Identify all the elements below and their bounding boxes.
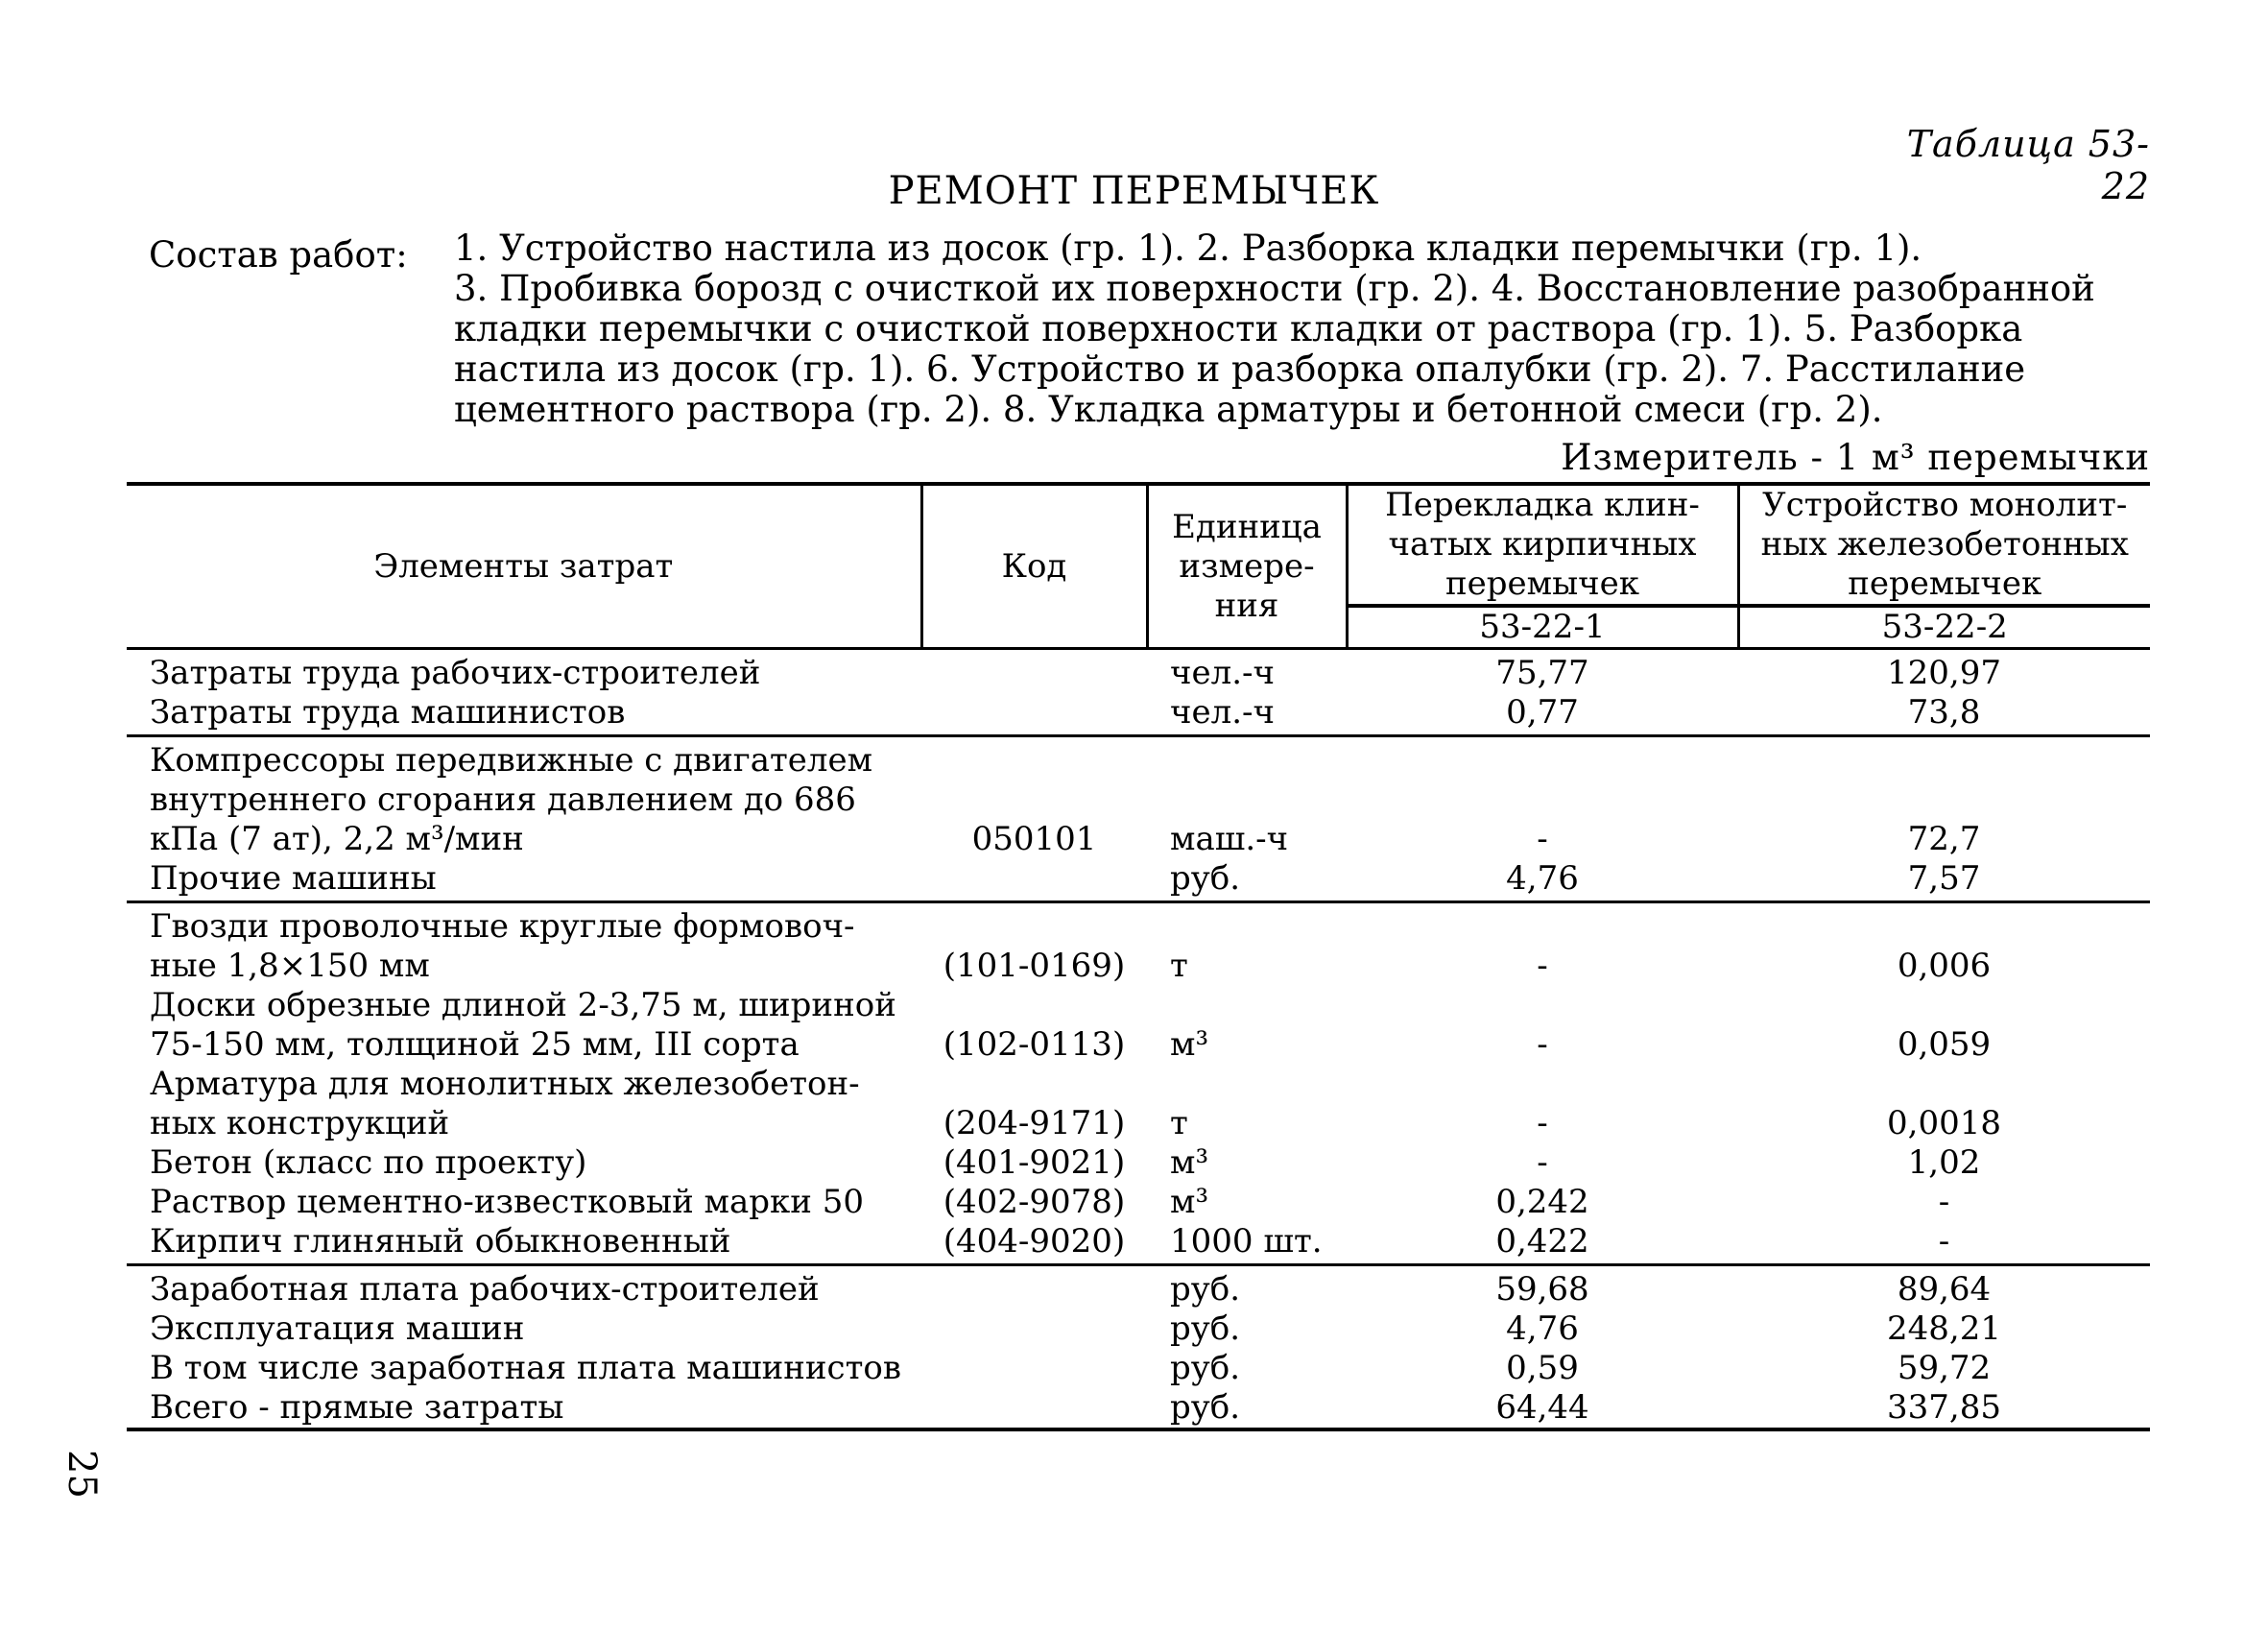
- row-code: (102-0113): [943, 1025, 1126, 1064]
- row-name: Затраты труда машинистов: [127, 693, 921, 736]
- work-composition-line: цементного раствора (гр. 2). 8. Укладка арматуры и бетонной смеси (гр. 2).: [454, 389, 1883, 430]
- work-composition-text: [454, 228, 2172, 430]
- row-unit: чел.-ч: [1147, 693, 1347, 736]
- row-unit: 1000 шт.: [1147, 1222, 1347, 1265]
- row-value-1: 59,68: [1495, 1270, 1589, 1309]
- row-value-2: 0,059: [1897, 1025, 1992, 1064]
- row-value-2: -: [1738, 1222, 2150, 1265]
- header-col2: Устройство монолит- ных железобетонных перемычек: [1738, 484, 2150, 606]
- row-unit: м³: [1170, 1143, 1209, 1182]
- row-code: (402-9078): [943, 1183, 1126, 1221]
- work-composition-line: настила из досок (гр. 1). 6. Устройство и разборка опалубки (гр. 2). 7. Расстилание: [454, 348, 2026, 390]
- row-name: В том числе заработная плата машинистов: [150, 1349, 902, 1387]
- row-code: (204-9171): [943, 1104, 1126, 1142]
- row-unit: руб.: [1170, 1309, 1241, 1348]
- row-value-2: 7,57: [1738, 859, 2150, 902]
- row-value-1: 0,242: [1495, 1183, 1589, 1221]
- row-value-1: 0,77: [1347, 693, 1738, 736]
- row-value-1: -: [1537, 1143, 1548, 1182]
- header-col2-code: 53-22-2: [1738, 606, 2150, 649]
- header-code: Код: [921, 484, 1147, 649]
- row-value-1: -: [1537, 947, 1548, 985]
- work-composition-line: кладки перемычки с очисткой поверхности кладки от раствора (гр. 1). 5. Разборка: [454, 308, 2023, 349]
- row-name: Прочие машины: [127, 859, 921, 902]
- page-title: РЕМОНТ ПЕРЕМЫЧЕК: [888, 169, 1380, 213]
- row-code: (404-9020): [921, 1222, 1147, 1265]
- row-value-2: 72,7: [1907, 820, 1981, 858]
- cost-table: [127, 482, 2150, 1431]
- row-unit: т: [1170, 1104, 1188, 1142]
- row-value-2: 1,02: [1907, 1143, 1981, 1182]
- row-unit: руб.: [1170, 1270, 1241, 1309]
- work-composition-line: 1. Устройство настила из досок (гр. 1). 2. Разборка кладки перемычки (гр. 1).: [454, 228, 1922, 269]
- row-code: 050101: [971, 820, 1097, 858]
- row-name: Всего - прямые затраты: [127, 1388, 921, 1429]
- row-value-2: 120,97: [1887, 654, 2001, 692]
- row-value-1: 4,76: [1347, 859, 1738, 902]
- row-name: Заработная плата рабочих-строителей: [150, 1270, 820, 1309]
- row-code: [921, 1265, 1147, 1310]
- row-value-1: -: [1537, 1025, 1548, 1064]
- row-name: Бетон (класс по проекту): [150, 1143, 587, 1182]
- row-unit: м³: [1170, 1183, 1209, 1221]
- row-value-2: 89,64: [1897, 1270, 1992, 1309]
- row-value-2: 337,85: [1738, 1388, 2150, 1429]
- row-unit: м³: [1170, 1025, 1209, 1064]
- table-number: Таблица 53-22: [1906, 123, 2150, 207]
- header-col1-code: 53-22-1: [1347, 606, 1738, 649]
- row-value-1: 64,44: [1347, 1388, 1738, 1429]
- work-composition-line: 3. Пробивка борозд с очисткой их поверхности (гр. 2). 4. Восстановление разобранной: [454, 268, 2095, 309]
- row-code: [921, 649, 1147, 694]
- row-name: Гвозди проволочные круглые формовоч- ные 1,8×150 мм: [150, 907, 855, 985]
- row-unit: руб.: [1147, 859, 1347, 902]
- row-value-2: 0,006: [1897, 947, 1992, 985]
- row-value-2: 59,72: [1897, 1349, 1992, 1387]
- row-name: Раствор цементно-известковый марки 50: [150, 1183, 864, 1221]
- row-value-2: -: [1938, 1183, 1950, 1221]
- row-value-1: -: [1537, 820, 1548, 858]
- row-code: [921, 1388, 1147, 1429]
- row-name: Эксплуатация машин: [150, 1309, 525, 1348]
- row-code: [921, 1309, 1147, 1349]
- row-value-2: 0,0018: [1887, 1104, 2001, 1142]
- row-value-1: 0,422: [1347, 1222, 1738, 1265]
- row-code: (401-9021): [943, 1143, 1126, 1182]
- row-code: [921, 693, 1147, 736]
- row-unit: руб.: [1147, 1388, 1347, 1429]
- row-value-1: -: [1537, 1104, 1548, 1142]
- row-code: [921, 859, 1147, 902]
- row-unit: чел.-ч: [1170, 654, 1275, 692]
- work-composition-label: Состав работ:: [149, 234, 408, 276]
- row-unit: маш.-ч: [1170, 820, 1289, 858]
- header-elements: Элементы затрат: [127, 484, 921, 649]
- header-col1: Перекладка клин- чатых кирпичных перемычек: [1347, 484, 1738, 606]
- row-code: (101-0169): [943, 947, 1126, 985]
- row-code: [921, 1349, 1147, 1388]
- page-number: 25: [60, 1450, 104, 1499]
- row-name: Арматура для монолитных железобетон- ных конструкций: [150, 1065, 860, 1142]
- measure-unit: Измеритель - 1 м³ перемычки: [1561, 437, 2150, 478]
- row-name: Затраты труда рабочих-строителей: [150, 654, 761, 692]
- row-value-2: 73,8: [1738, 693, 2150, 736]
- row-name: Кирпич глиняный обыкновенный: [127, 1222, 921, 1265]
- row-value-2: 248,21: [1887, 1309, 2001, 1348]
- row-unit: т: [1170, 947, 1188, 985]
- header-unit: Единица измере- ния: [1147, 484, 1347, 649]
- row-value-1: 4,76: [1506, 1309, 1579, 1348]
- row-value-1: 0,59: [1506, 1349, 1579, 1387]
- row-unit: руб.: [1170, 1349, 1241, 1387]
- row-name: Доски обрезные длиной 2-3,75 м, шириной 75-150 мм, толщиной 25 мм, III сорта: [150, 986, 896, 1064]
- row-value-1: 75,77: [1495, 654, 1589, 692]
- row-name: Компрессоры передвижные с двигателем внутреннего сгорания давлением до 686 кПа (7 ат), 2,2 м³/мин: [150, 741, 873, 858]
